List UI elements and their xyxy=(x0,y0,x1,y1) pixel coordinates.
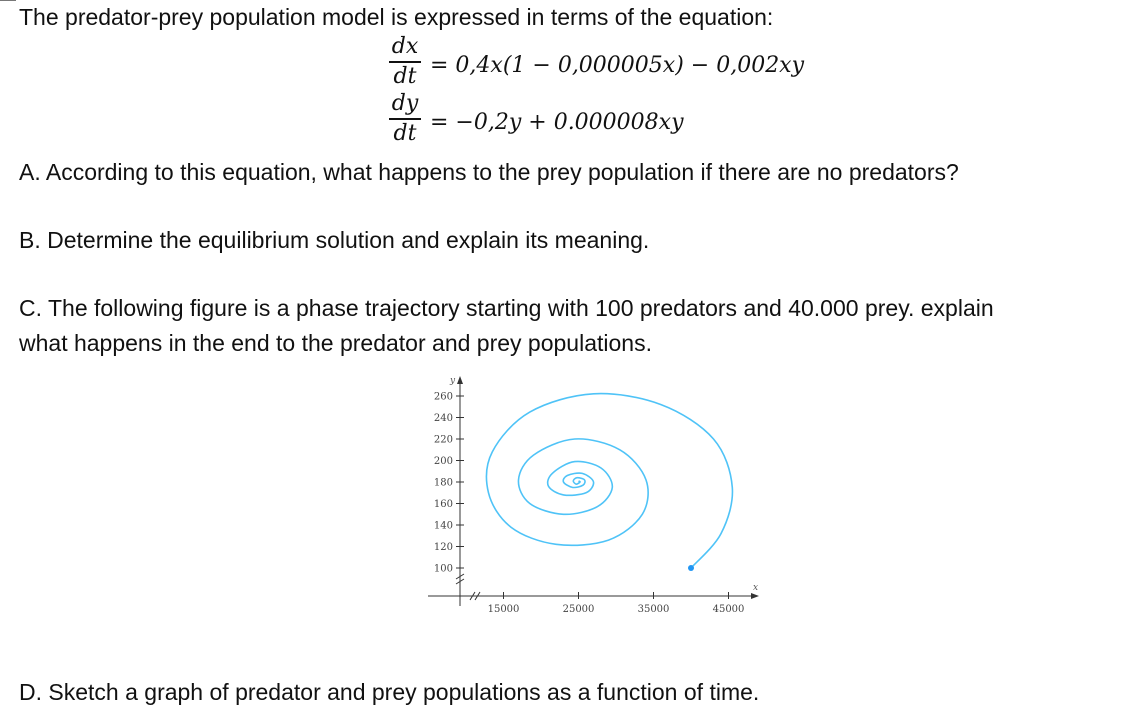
question-c-line-2: what happens in the end to the predator and prey populations. xyxy=(19,330,652,356)
phase-trajectory-chart xyxy=(420,370,780,630)
y-tick-label: 180 xyxy=(433,477,453,489)
y-tick-label: 260 xyxy=(433,391,453,403)
equation-2-denominator: dt xyxy=(393,120,417,146)
question-d: D. Sketch a graph of predator and prey populations as a function of time. xyxy=(19,679,760,705)
question-a: A. According to this equation, what happens to the prey population if there are no predators? xyxy=(19,159,959,185)
x-tick-label: 35000 xyxy=(637,604,670,615)
x-axis-label: x xyxy=(753,583,759,593)
equation-2-rhs: = −0,2y + 0.000008xy xyxy=(430,110,684,135)
y-axis-ticks xyxy=(434,392,464,575)
y-tick-label: 240 xyxy=(433,413,453,424)
x-tick-label: 45000 xyxy=(712,604,745,615)
top-border-line xyxy=(0,0,16,1)
intro-text: The predator-prey population model is expressed in terms of the equation: xyxy=(19,4,774,30)
y-tick-label: 140 xyxy=(433,520,453,532)
x-axis-ticks xyxy=(488,592,745,615)
question-b: B. Determine the equilibrium solution and explain its meaning. xyxy=(19,227,650,253)
x-tick-label: 25000 xyxy=(562,604,595,615)
y-axis-label: y xyxy=(450,376,456,386)
fraction-bar xyxy=(389,118,421,120)
equation-2-numerator: dy xyxy=(391,91,419,116)
phase-trajectory-line xyxy=(487,394,733,568)
x-tick-label: 15000 xyxy=(487,604,520,615)
x-axis-arrow xyxy=(751,593,759,599)
fraction-bar xyxy=(389,61,421,63)
chart-axes xyxy=(428,376,759,606)
equation-2-fraction xyxy=(385,91,425,147)
question-c-line-1: C. The following figure is a phase trajectory starting with 100 predators and 40.000 prey. explain xyxy=(19,295,994,321)
equation-1-denominator: dt xyxy=(393,63,417,89)
y-tick-label: 100 xyxy=(433,563,453,575)
equation-1-rhs: = 0,4x(1 − 0,000005x) − 0,002xy xyxy=(430,53,805,78)
y-tick-label: 200 xyxy=(433,456,453,467)
y-tick-label: 220 xyxy=(433,434,453,446)
y-tick-label: 160 xyxy=(433,499,453,510)
equation-1-numerator: dx xyxy=(391,34,419,59)
y-axis-arrow xyxy=(457,376,463,384)
y-tick-label: 120 xyxy=(433,542,453,553)
equation-1-fraction xyxy=(385,34,425,90)
trajectory-start-point xyxy=(688,565,694,571)
